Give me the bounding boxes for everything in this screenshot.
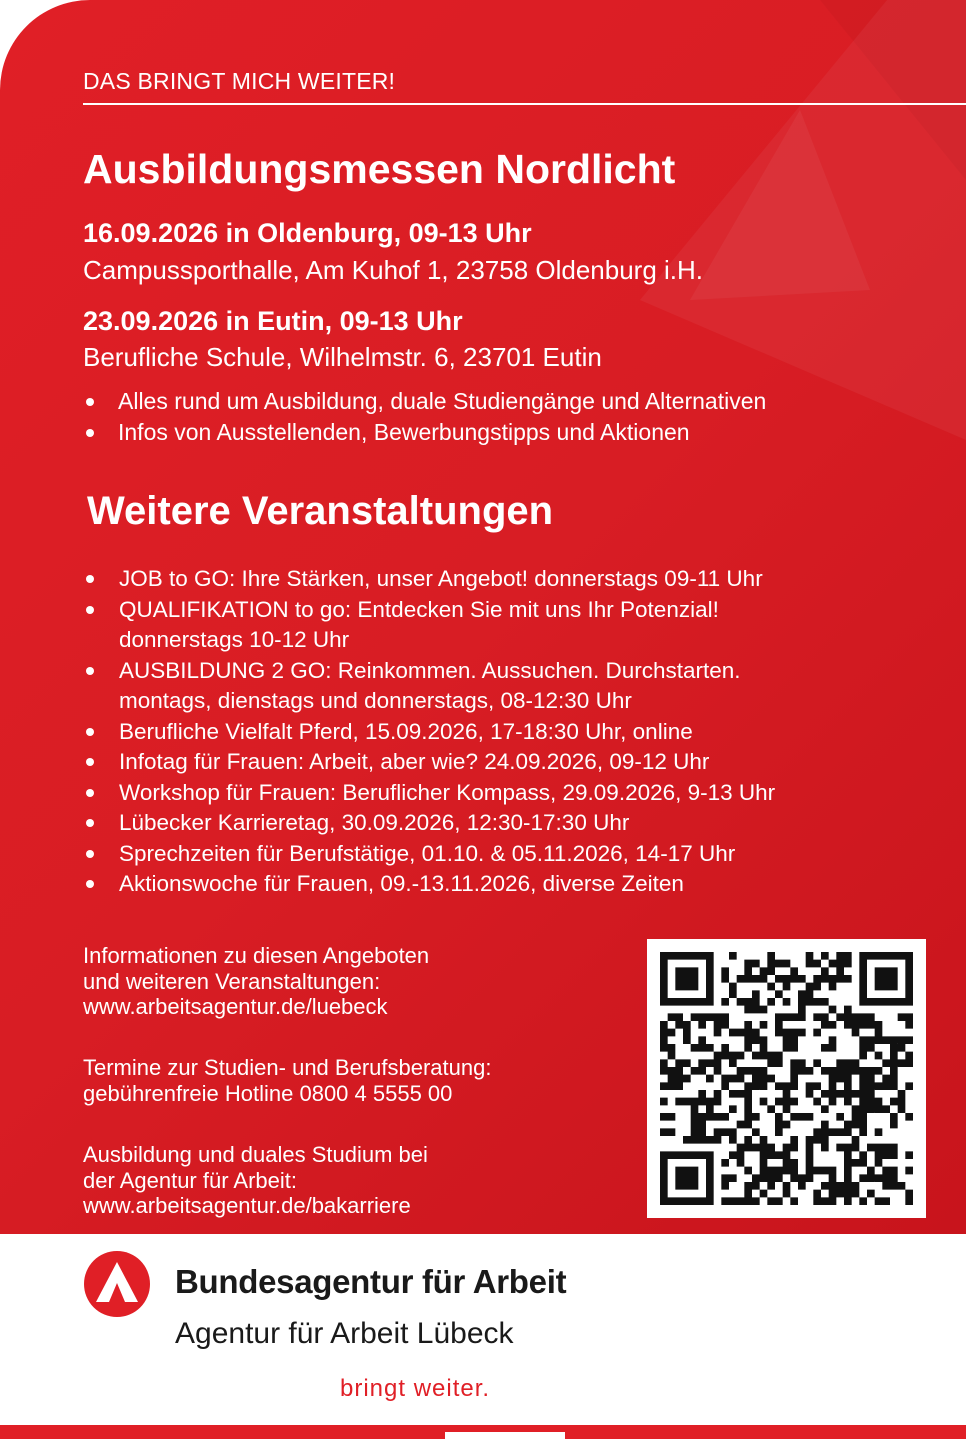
list-item: [83, 656, 775, 717]
item-text: Workshop für Frauen: Beruflicher Kompass, 29.09.2026, 9-13 Uhr: [119, 779, 776, 805]
info-text: Termine zur Studien- und Berufsberatung:: [83, 1055, 492, 1080]
item-text: Sprechzeiten für Berufstätige, 01.10. & 05.11.2026, 14-17 Uhr: [119, 840, 736, 866]
info-block-career: [83, 1142, 428, 1219]
event-date-oldenburg: 16.09.2026 in Oldenburg, 09-13 Uhr: [83, 218, 532, 248]
list-item: [83, 839, 775, 870]
list-item: [83, 778, 775, 809]
qr-code-icon[interactable]: [647, 939, 926, 1218]
list-item: [83, 717, 775, 748]
item-text: AUSBILDUNG 2 GO: Reinkommen. Aussuchen. Durchstarten.: [119, 657, 741, 683]
bottom-notch: [445, 1432, 565, 1439]
qr-code-pattern: [660, 952, 913, 1205]
item-text: Berufliche Vielfalt Pferd, 15.09.2026, 17-18:30 Uhr, online: [119, 718, 693, 744]
office-name: Agentur für Arbeit Lübeck: [175, 1317, 514, 1350]
info-text: Informationen zu diesen Angeboten: [83, 943, 430, 968]
info-block-offers: [83, 943, 429, 1020]
info-text: und weiteren Veranstaltungen:: [83, 968, 381, 994]
event-address-eutin: Berufliche Schule, Wilhelmstr. 6, 23701 Eutin: [83, 342, 602, 372]
item-text: JOB to GO: Ihre Stärken, unser Angebot! donnerstags 09-11 Uhr: [119, 566, 763, 591]
list-item: [83, 564, 775, 595]
info-block-hotline: [83, 1055, 491, 1106]
item-text: Lübecker Karrieretag, 30.09.2026, 12:30-17:30 Uhr: [119, 810, 630, 835]
info-text: Ausbildung und duales Studium bei: [83, 1142, 428, 1167]
tagline: DAS BRINGT MICH WEITER!: [83, 68, 396, 94]
divider: [83, 103, 966, 105]
list-item: Infos von Ausstellenden, Bewerbungstipps und Aktionen: [83, 417, 766, 448]
link-arbeitsagentur-luebeck[interactable]: www.arbeitsagentur.de/luebeck: [83, 994, 388, 1019]
info-text: der Agentur für Arbeit:: [83, 1167, 298, 1193]
list-item: [83, 595, 775, 656]
event-address-oldenburg: Campussporthalle, Am Kuhof 1, 23758 Oldenburg i.H.: [83, 255, 704, 285]
list-item: [83, 747, 775, 778]
more-events-list: [83, 564, 775, 900]
event-date-eutin: 23.09.2026 in Eutin, 09-13 Uhr: [83, 306, 463, 336]
item-text: QUALIFIKATION to go: Entdecken Sie mit uns Ihr Potenzial!: [119, 596, 719, 622]
item-text: Aktionswoche für Frauen, 09.-13.11.2026, diverse Zeiten: [119, 871, 684, 896]
hotline-number: gebührenfreie Hotline 0800 4 5555 00: [83, 1080, 453, 1106]
org-name: Bundesagentur für Arbeit: [175, 1263, 567, 1300]
list-item: [83, 869, 775, 900]
list-item: Alles rund um Ausbildung, duale Studiengänge und Alternativen: [83, 386, 766, 417]
link-bakarriere[interactable]: www.arbeitsagentur.de/bakarriere: [83, 1193, 411, 1218]
more-events-title: Weitere Veranstaltungen: [87, 489, 554, 533]
ba-logo-icon: [83, 1250, 151, 1318]
item-text: Infotag für Frauen: Arbeit, aber wie? 24.09.2026, 09-12 Uhr: [119, 749, 710, 774]
fairs-title: Ausbildungsmessen Nordlicht: [83, 146, 676, 192]
fair-highlights-list: [83, 386, 766, 448]
list-item: [83, 808, 775, 839]
slogan: bringt weiter.: [340, 1375, 491, 1402]
item-subtext: donnerstags 10-12 Uhr: [119, 627, 350, 652]
item-subtext: montags, dienstags und donnerstags, 08-12:30 Uhr: [119, 688, 632, 713]
